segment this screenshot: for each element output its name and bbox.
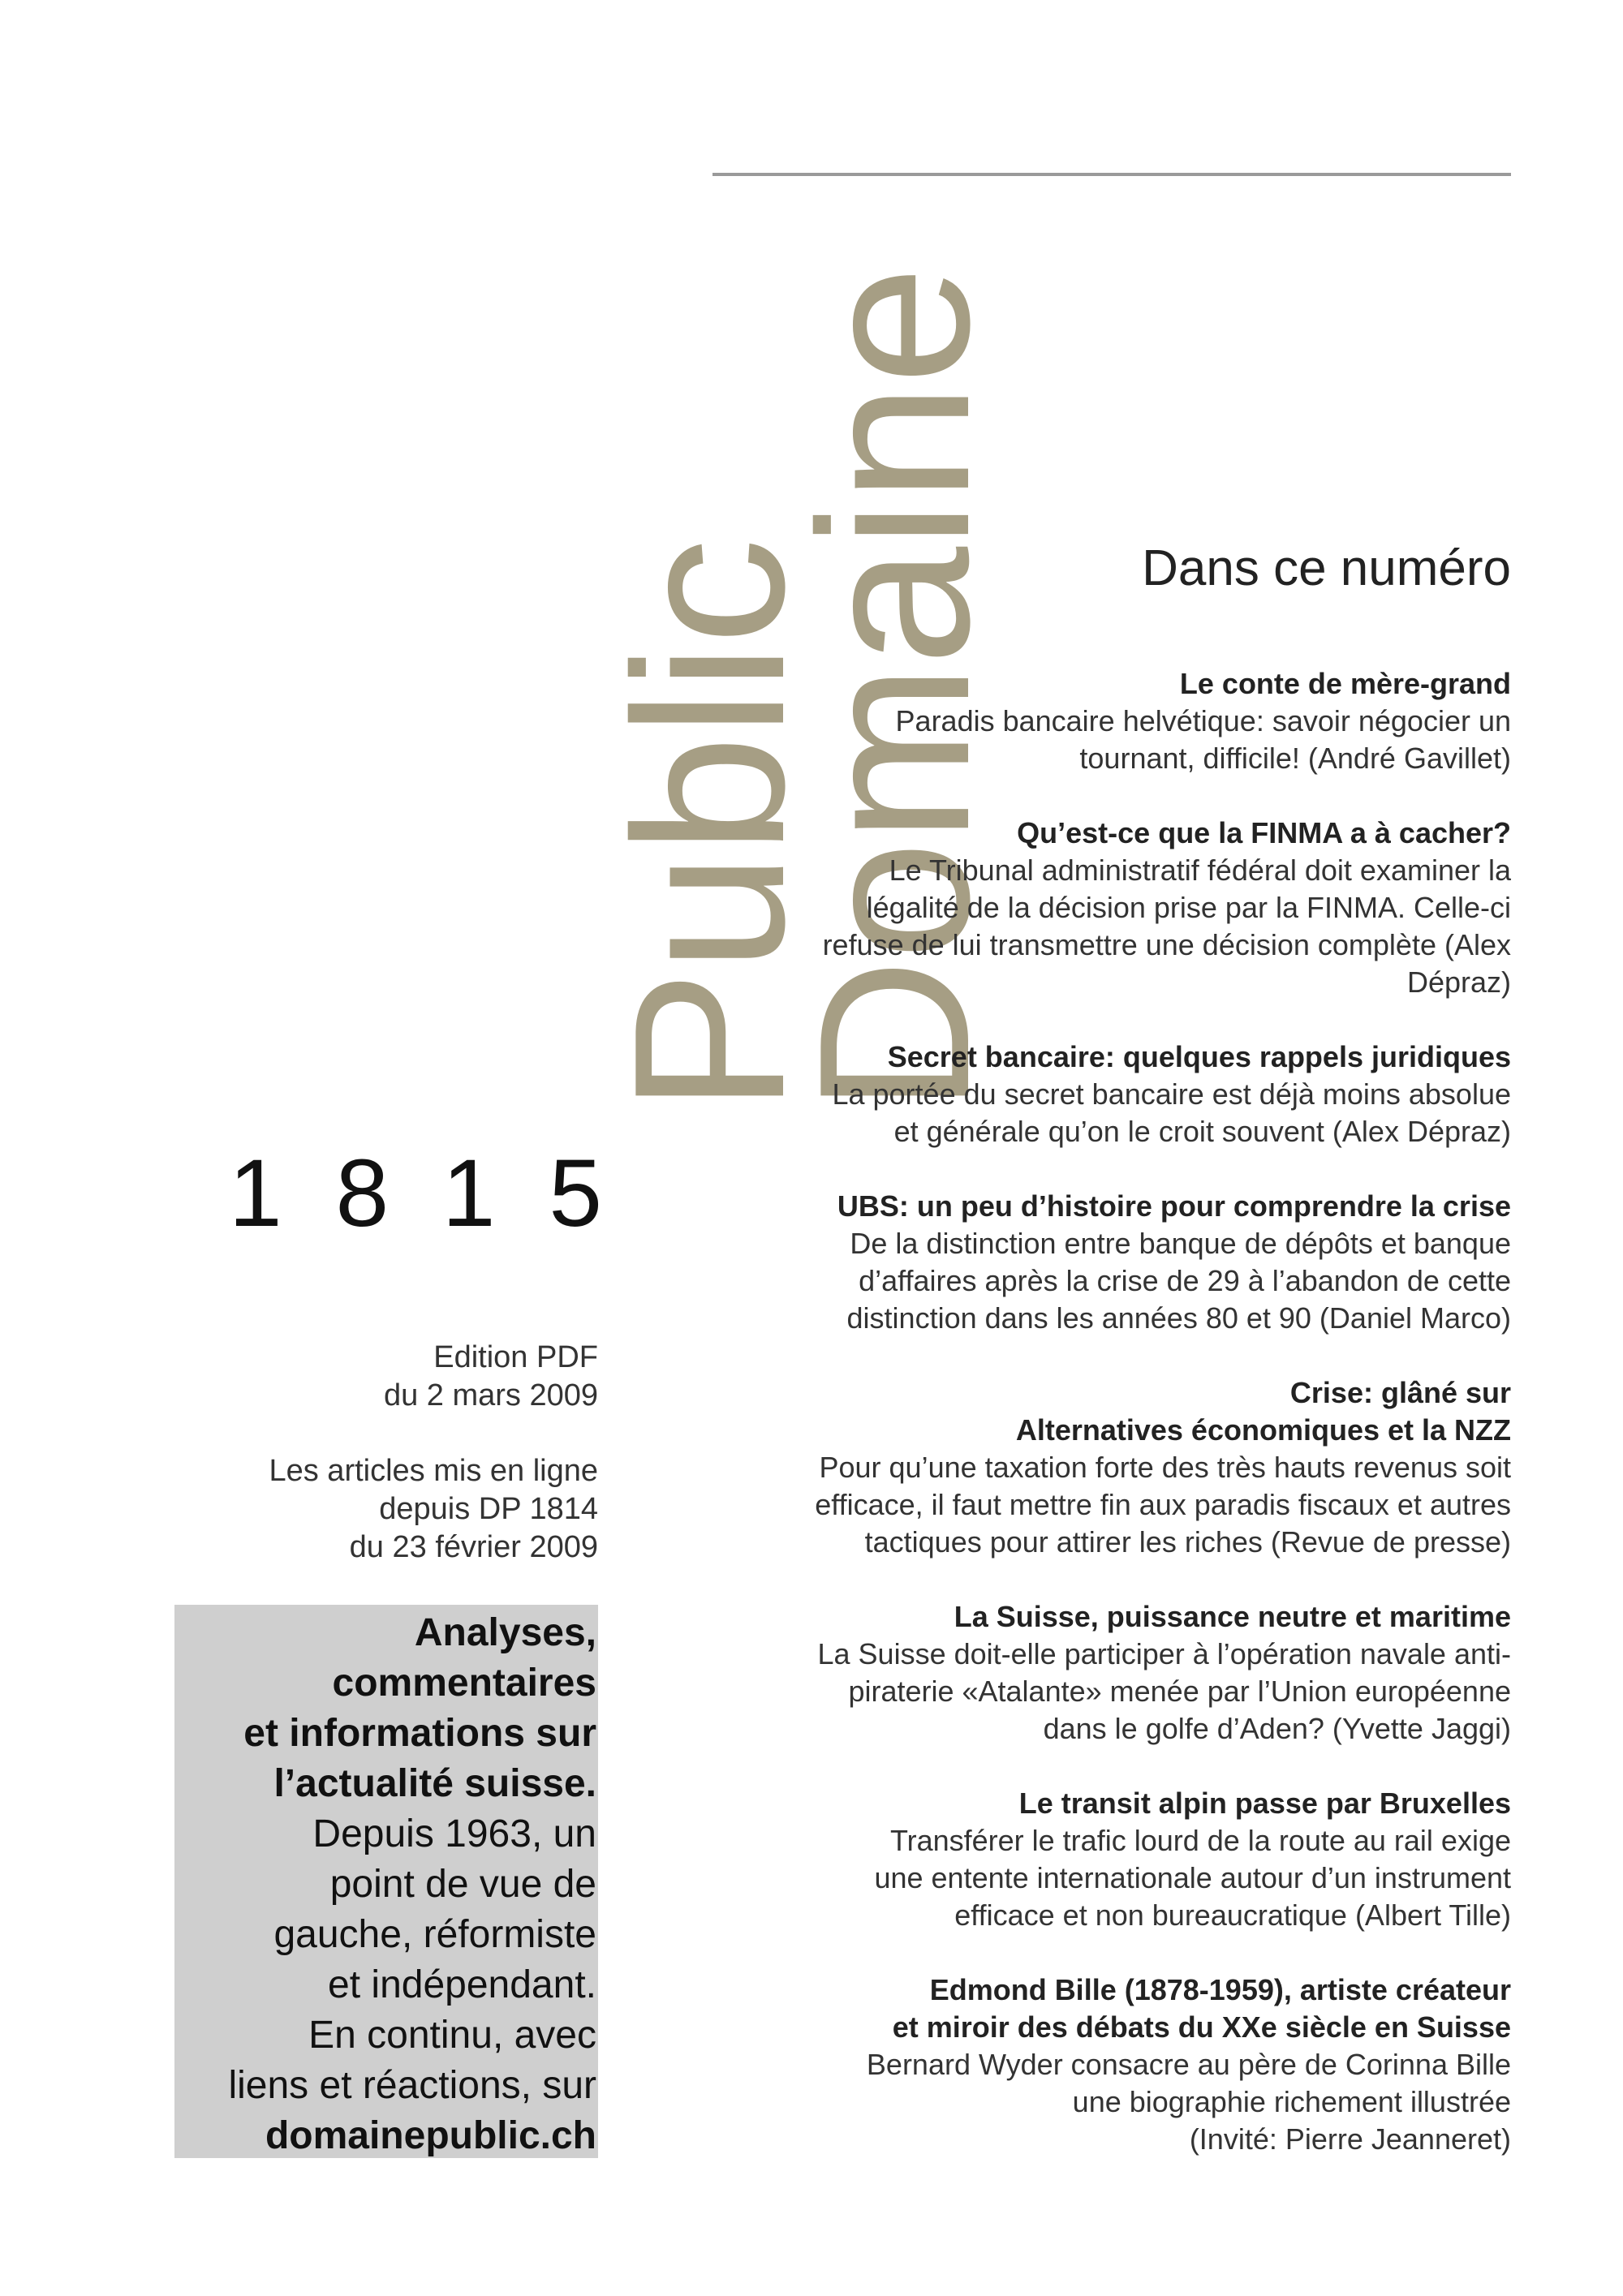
toc-description-line: efficace et non bureaucratique (Albert Tille) <box>954 1898 1511 1932</box>
toc-title-line: Crise: glâné sur <box>1289 1376 1511 1409</box>
toc-title-line: Edmond Bille (1878-1959), artiste créateur <box>929 1973 1511 2006</box>
toc-description-line: tactiques pour attirer les riches (Revue de presse) <box>864 1525 1511 1559</box>
toc-description-line: d’affaires après la crise de 29 à l’abandon de cette <box>859 1264 1511 1297</box>
header-rule <box>712 173 1511 176</box>
tagline-bold-line: et informations sur <box>243 1712 596 1755</box>
toc-title-line: La Suisse, puissance neutre et maritime <box>954 1600 1511 1633</box>
articles-online-line: depuis DP 1814 <box>379 1492 598 1526</box>
toc-description-line: Le Tribunal administratif fédéral doit examiner la <box>889 853 1511 887</box>
toc-description-line: Dépraz) <box>1406 965 1511 999</box>
toc-entry-description <box>691 1449 1511 1561</box>
toc-title-line: Alternatives économiques et la NZZ <box>1015 1413 1511 1447</box>
toc-title-line: Le conte de mère-grand <box>1179 667 1511 700</box>
toc-entry-title[interactable] <box>691 1971 1511 2046</box>
tagline-box <box>174 1605 598 2158</box>
toc-entry[interactable] <box>691 665 1511 777</box>
toc-entry-description <box>691 703 1511 777</box>
toc-description-line: et générale qu’on le croit souvent (Alex Dépraz) <box>893 1115 1511 1148</box>
website-link[interactable]: domainepublic.ch <box>265 2114 596 2157</box>
toc-entry-description <box>691 2046 1511 2158</box>
toc-entry-description <box>691 1636 1511 1748</box>
toc-entry[interactable] <box>691 1971 1511 2158</box>
toc-description-line: (Invité: Pierre Jeanneret) <box>1189 2122 1511 2156</box>
toc-description-line: tournant, difficile! (André Gavillet) <box>1079 742 1511 775</box>
toc-description-line: Pour qu’une taxation forte des très hauts revenus soit <box>819 1451 1511 1484</box>
toc-title-line: Le transit alpin passe par Bruxelles <box>1018 1786 1511 1820</box>
toc-title-line: UBS: un peu d’histoire pour comprendre la crise <box>837 1189 1511 1223</box>
edition-date: du 2 mars 2009 <box>383 1378 598 1412</box>
issue-number: 1 8 1 5 <box>229 1140 602 1247</box>
tagline-bold-line: Analyses, <box>414 1611 596 1654</box>
toc-description-line: Transférer le trafic lourd de la route au rail exige <box>889 1824 1511 1857</box>
toc-description-line: La portée du secret bancaire est déjà moins absolue <box>832 1077 1511 1111</box>
toc-entry-description <box>691 852 1511 1001</box>
articles-online-line: Les articles mis en ligne <box>269 1454 598 1488</box>
edition-info <box>192 1339 598 1415</box>
toc-entry-title[interactable] <box>691 1188 1511 1225</box>
toc-description-line: La Suisse doit-elle participer à l’opération navale anti- <box>817 1637 1511 1670</box>
toc-description-line: légalité de la décision prise par la FINMA. Celle-ci <box>866 891 1511 924</box>
toc-entry[interactable] <box>691 1598 1511 1748</box>
toc-heading: Dans ce numéro <box>1142 540 1511 596</box>
tagline-line: et indépendant. <box>328 1963 596 2006</box>
toc-description-line: une entente internationale autour d’un instrument <box>874 1861 1511 1894</box>
toc-entry-title[interactable] <box>691 1598 1511 1636</box>
toc-description-line: distinction dans les années 80 et 90 (Daniel Marco) <box>846 1301 1511 1335</box>
tagline-line: Depuis 1963, un <box>312 1812 596 1855</box>
tagline-line: point de vue de <box>329 1863 596 1906</box>
toc-description-line: efficace, il faut mettre fin aux paradis fiscaux et autres <box>815 1488 1511 1521</box>
toc-entry[interactable] <box>691 815 1511 1001</box>
toc-entry-title[interactable] <box>691 815 1511 852</box>
masthead-public: Public <box>589 539 829 1113</box>
toc-title-line: Qu’est-ce que la FINMA a à cacher? <box>1017 816 1511 849</box>
toc-entry-title[interactable] <box>691 1374 1511 1449</box>
toc-entry[interactable] <box>691 1188 1511 1337</box>
toc-title-line: Secret bancaire: quelques rappels juridiques <box>887 1040 1511 1073</box>
tagline-bold-line: l’actualité suisse. <box>273 1762 596 1805</box>
toc-description-line: De la distinction entre banque de dépôts et banque <box>850 1227 1511 1260</box>
tagline-line: En continu, avec <box>308 2014 596 2057</box>
toc-entry-title[interactable] <box>691 1785 1511 1822</box>
toc-description-line: Paradis bancaire helvétique: savoir négocier un <box>895 704 1511 737</box>
toc-entry-description <box>691 1822 1511 1934</box>
toc-entry-title[interactable] <box>691 1038 1511 1076</box>
toc-description-line: une biographie richement illustrée <box>1072 2085 1511 2118</box>
toc-entry[interactable] <box>691 1038 1511 1150</box>
table-of-contents <box>691 665 1511 2195</box>
tagline-bold-line: commentaires <box>332 1662 596 1705</box>
toc-description-line: Bernard Wyder consacre au père de Corinna Bille <box>866 2048 1511 2081</box>
tagline-line: gauche, réformiste <box>273 1913 596 1956</box>
articles-online-info <box>192 1452 598 1567</box>
toc-description-line: piraterie «Atalante» menée par l’Union européenne <box>848 1675 1511 1708</box>
toc-entry-title[interactable] <box>691 665 1511 703</box>
tagline-line: liens et réactions, sur <box>228 2064 596 2107</box>
toc-description-line: refuse de lui transmettre une décision complète (Alex <box>822 928 1511 961</box>
toc-entry-description <box>691 1225 1511 1337</box>
articles-online-line: du 23 février 2009 <box>349 1530 598 1564</box>
toc-entry-description <box>691 1076 1511 1150</box>
toc-description-line: dans le golfe d’Aden? (Yvette Jaggi) <box>1043 1712 1511 1745</box>
masthead-domaine: Domaine <box>774 267 1014 1113</box>
toc-title-line: et miroir des débats du XXe siècle en Suisse <box>892 2010 1511 2044</box>
edition-label: Edition PDF <box>433 1340 598 1374</box>
toc-entry[interactable] <box>691 1785 1511 1934</box>
toc-entry[interactable] <box>691 1374 1511 1561</box>
